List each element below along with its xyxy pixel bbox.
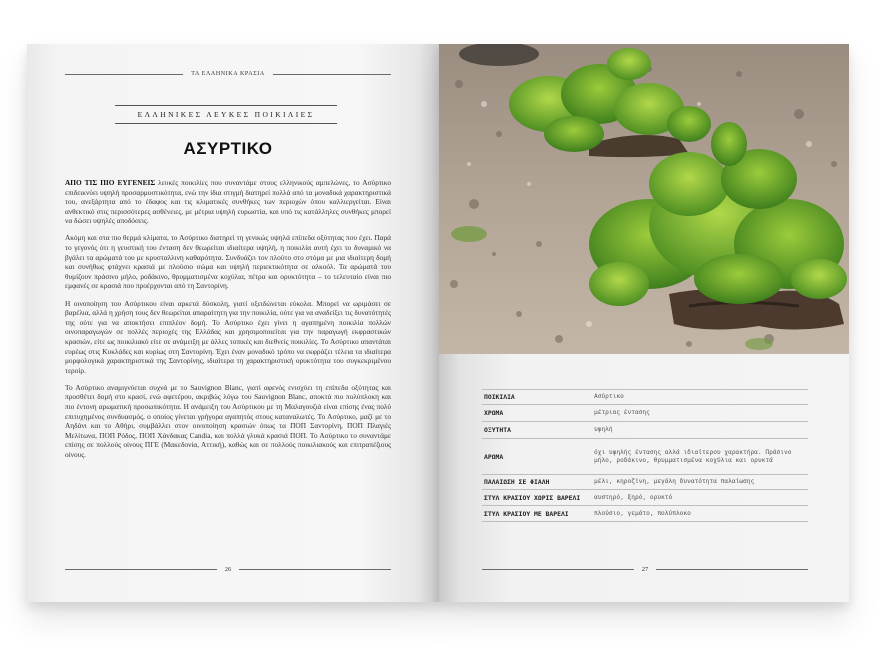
right-page (439, 44, 849, 602)
running-head-rule-right (273, 74, 391, 75)
folio-rule-left (482, 569, 634, 570)
paragraph-1-text: λευκές ποικιλίες που συναντάμε στους ελληνικούς αμπελώνες, το Ασύρτικο επιδεικνύει υψηλή προσαρμοστικότητα, ενώ την ίδια στιγμή διατηρεί πολλά από τα μοναδικά χαρακτηριστικά του, ανεξάρτητα από το έδαφος και τις κλιματικές συνθήκες των περιοχών όπου καλλιεργείται. Είναι ανθεκτικό στις περισσότερες ασθένειες, με μέτρια υψηλή ευρωστία, και υπό τις κατάλληλες συνθήκες μπορεί να δώσει υψηλές αποδόσεις. (65, 178, 391, 226)
spec-value: πλούσιο, γεμάτο, πολύπλοκο (594, 509, 691, 517)
paragraph-4: Το Ασύρτικο αναμιγνύεται συχνά με το Sauvignon Blanc, γιατί αφενός ενισχύει τη επίπεδα οξύτητας και προσθέτει δομή στο κρασί, ενώ αφετέρου, ακριβώς λόγω του Sauvignon Blanc, αποκτά πιο πολύπλοκη και πιο έντονη αρωματική προσωπικότητα. Η ανάμειξη του Ασύρτικου με τη Μαλαγουζιά είναι επίσης ένας πολύ επιτυχημένος συνδυασμός, ο οποίος γίνεται γρήγορα αγαπητός στους καταναλωτές. Το Ασύρτικο, μαζί με το Αηδάνι και το Αθήρι, συμβάλλει στον οινοποίηση κρασιών όπως τα ΠΟΠ Σαντορίνη, ΠΟΠ Πλαγιές Μελίτωνα, ΠΟΠ Ρόδος, ΠΟΠ Χάνδακας Candia, και πολλά γλυκά κρασιά ΠΟΠ. Το Ασύρτικο το συναντάμε επίσης σε πολλούς οίνους ΠΓΕ (Μακεδονία, Αττική), καθώς και σε πολλούς ποικιλιακούς και επιτραπέζιους οίνους. (65, 382, 391, 459)
spec-row-color (482, 405, 808, 422)
spec-key: ΟΞΥΤΗΤΑ (484, 426, 511, 434)
spec-value: αυστηρό, ξηρό, ορυκτό (594, 493, 673, 501)
spec-row-style-no-barrel (482, 490, 808, 506)
spec-row-aroma (482, 439, 808, 475)
spec-value: μέλι, κηροζίνη, μεγάλη δυνατότητα παλαίωσης (594, 478, 755, 485)
running-head-text: ΤΑ ΕΛΛΗΝΙΚΑ ΚΡΑΣΙΑ (191, 71, 265, 77)
spec-row-acidity (482, 422, 808, 439)
vine-photo (439, 44, 849, 354)
paragraph-2: Ακόμη και στα πιο θερμά κλίματα, το Ασύρτικο διατηρεί τη γενικώς υψηλά επίπεδα οξύτητας που έχει. Παρά το γεγονός ότι η γευστική του ένταση δεν θεωρείται ιδιαίτερα υψηλή, η ποικιλία αυτή έχει το δυναμικό να βγάλει τα αρώματά του με κρυσταλλινη καθαρότητα. Συνδυάζει τον πλούτο στο στόμα με μια ιδιαίτερη δομή και συνήθως φτάχνει κρασιά με πλούσιο σώμα και υψηλή περιεκτικότητα σε αλκοόλ. Τα αρώματά του θυμίζουν πράσινο μήλο, ροδάκινο, θρυμματισμένα κοχύλια, πέτρα και ορυκτότητα – το τελευταίο είναι πιο εμφανές σε κρασιά που προέρχονται από τη Σαντορίνη. (65, 233, 391, 291)
page-number: 26 (224, 565, 232, 573)
paragraph-3: Η οινοποίηση του Ασύρτικου είναι αρκετά δύσκολη, γιατί οξειδώνεται εύκολα. Μπορεί να ωριμάσει σε βαρέλια, αλλά η χρήση τους δεν θεωρείται απαραίτητη για την ποικιλία, ούτε για να αναδείξει τις δυνατότητές της ούτε για να αποκτήσει επιπλέον δομή. Το Ασύρτικο έχει γίνει η αγαπημένη ποικιλία πολλών οινοπαραγωγών σε πολλές περιοχές της Ελλάδας και χρησιμοποιείται για την παραγωγή εκφραστικών κρασιών, είτε ως ποικιλιακό είτε σε ανάμειξη με άλλες τοπικές και διεθνείς ποικιλίες. Το Ασύρτικο απαντάται ευρέως στις Κυκλάδες και κυρίως στη Σαντορίνη. Έχει έναν μοναδικό τρόπο να εκφράζει τέλεια τα ιδιαίτερα μορφολογικά χαρακτηριστικά της Σαντορίνης, ιδιαίτερα τη χαρακτηριστική ορυκτότητα του συγκεκριμένου τεροίρ. (65, 298, 391, 375)
lead-in: ΑΠΟ ΤΙΣ ΠΙΟ ΕΥΓΕΝΕΙΣ (65, 178, 156, 187)
spec-key: ΣΤΥΛ ΚΡΑΣΙΟΥ ΧΩΡΙΣ ΒΑΡΕΛΙ (484, 493, 581, 502)
page-title: ΑΣΥΡΤΙΚΟ (183, 139, 273, 158)
paragraph-1 (65, 178, 391, 226)
spec-key: ΧΡΩΜΑ (484, 409, 504, 417)
running-head (65, 68, 391, 80)
left-folio (65, 564, 391, 574)
folio-rule-right (656, 569, 808, 570)
right-folio (482, 564, 808, 574)
spec-table (482, 389, 808, 522)
spec-value: μέτριας έντασης (594, 409, 650, 416)
spec-value: υψηλή (594, 426, 613, 433)
folio-rule-left (65, 569, 217, 570)
spec-row-bottle-aging (482, 475, 808, 490)
spec-row-variety (482, 390, 808, 405)
spec-key: ΣΤΥΛ ΚΡΑΣΙΟΥ ΜΕ ΒΑΡΕΛΙ (484, 509, 569, 518)
spec-value: Ασύρτικο (594, 393, 624, 400)
spec-row-style-barrel (482, 506, 808, 522)
spec-key: ΠΑΛΑΙΩΣΗ ΣΕ ΦΙΑΛΗ (484, 478, 550, 486)
running-head-rule-left (65, 74, 183, 75)
section-label: ΕΛΛΗΝΙΚΕΣ ΛΕΥΚΕΣ ΠΟΙΚΙΛΙΕΣ (115, 105, 337, 124)
folio-rule-right (239, 569, 391, 570)
spec-key: ΠΟΙΚΙΛΙΑ (484, 393, 515, 401)
left-page (27, 44, 439, 602)
spec-key: ΑΡΩΜΑ (484, 452, 504, 461)
page-number: 27 (641, 565, 649, 573)
body-text (65, 178, 391, 467)
spec-value: όχι υψηλής έντασης αλλά ιδιαίτερου χαρακτήρα. Πράσινο μήλο, ροδάκινο, θρυμματισμένα κοχύλια και ορυκτά (594, 448, 792, 464)
